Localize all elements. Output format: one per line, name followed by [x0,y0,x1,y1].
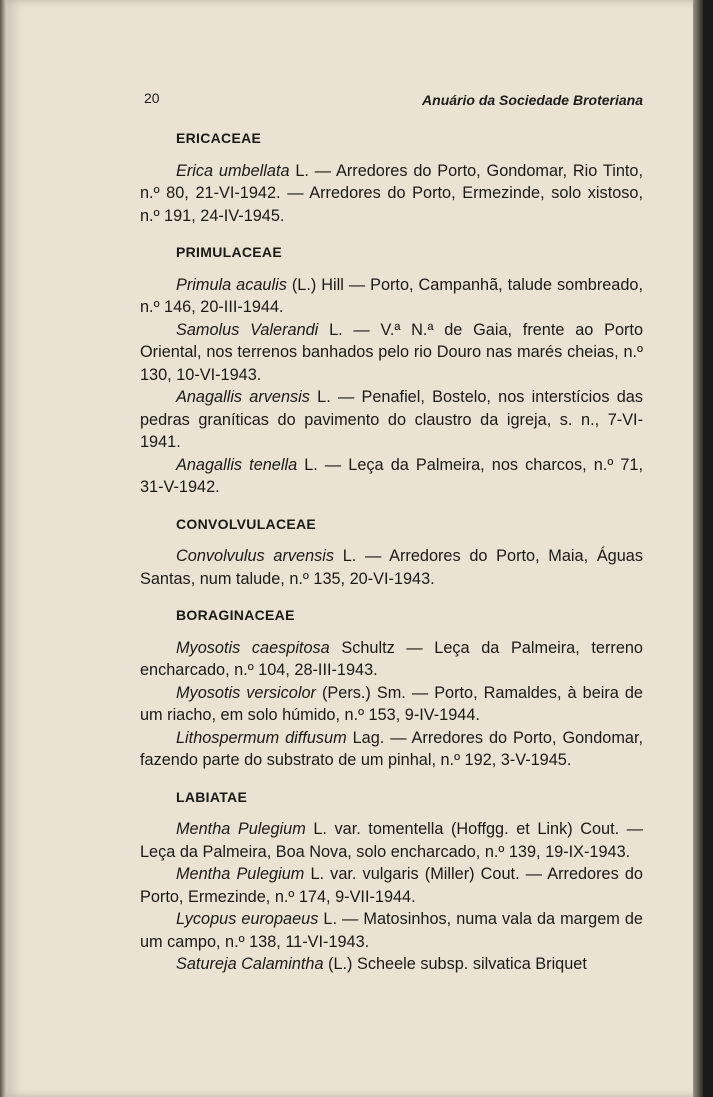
species-name: Samolus Valerandi [176,320,319,339]
species-entry [140,545,643,590]
entry-text: Schultz — Leça da Palmeira, terreno encharcado, n.º 104, 28-III-1943. [140,638,643,679]
species-entry [140,908,643,953]
species-entry [140,386,643,454]
species-entry [140,863,643,908]
entry-text: L. var. tomentella (Hoffgg. et Link) Cout. — Leça da Palmeira, Boa Nova, solo encharcado, n.º 139, 19-IX-1943. [140,820,643,861]
species-name: Mentha Pulegium [176,820,306,838]
species-entry [140,274,643,319]
family-heading: LABIATAE [176,788,248,805]
species-name: Myosotis caespitosa [176,638,330,657]
entry-text: L. — Arredores do Porto, Maia, Águas Santas, num talude, n.º 135, 20-VI-1943. [140,547,643,588]
species-entry [140,953,643,976]
entry-text: (L.) Hill — Porto, Campanhã, talude sombreado, n.º 146, 20-III-1944. [140,275,643,316]
family-heading: ERICACEAE [176,130,262,146]
species-entry [140,682,643,727]
species-entry [140,319,643,387]
family-heading: PRIMULACEAE [176,244,282,260]
entry-text: L. — Leça da Palmeira, nos charcos, n.º 71, 31-V-1942. [140,455,643,496]
entry-text: L. — Penafiel, Bostelo, nos interstícios das pedras graníticas do pavimento do claustro da igreja, s. n., 7-VI-1941. [140,388,643,451]
species-name: Convolvulus arvensis [176,547,335,565]
species-name: Anagallis tenella [176,455,298,474]
species-name: Erica umbellata [176,161,290,180]
species-name: Satureja Calamintha [176,955,324,973]
species-name: Mentha Pulegium [176,865,305,883]
species-name: Lycopus europaeus [176,910,319,928]
species-name: Anagallis arvensis [176,388,310,406]
species-entry [140,454,643,499]
entry-text: (Pers.) Sm. — Porto, Ramaldes, à beira de um riacho, em solo húmido, n.º 153, 9-IV-1944. [140,683,643,724]
family-heading: CONVOLVULACEAE [176,515,317,532]
entry-text: L. — Matosinhos, numa vala da margem de um campo, n.º 138, 11-VI-1943. [140,910,643,951]
species-entry [140,160,643,228]
entry-text: Lag. — Arredores do Porto, Gondomar, fazendo parte do substrato de um pinhal, n.º 192, 3-V-1945. [140,728,643,769]
entry-text: L. — V.ª N.ª de Gaia, frente ao Porto Oriental, nos terrenos banhados pelo rio Douro nas marés cheias, n.º 130, 10-VI-1943. [140,320,643,384]
entry-text: L. var. vulgaris (Miller) Cout. — Arredores do Porto, Ermezinde, n.º 174, 9-VII-1944. [140,865,643,906]
entry-text: L. — Arredores do Porto, Gondomar, Rio Tinto, n.º 80, 21-VI-1942. — Arredores do Porto, Ermezinde, solo xistoso, n.º 191, 24-IV-1945. [140,161,643,225]
page-number: 20 [144,90,160,106]
page-content [140,127,643,976]
species-name: Myosotis versicolor [176,683,316,702]
family-heading: BORAGINACEAE [176,607,295,623]
entry-text: (L.) Scheele subsp. silvatica Briquet [323,955,587,973]
species-entry [140,637,643,682]
running-head: Anuário da Sociedade Broteriana [422,92,643,108]
page-edge [693,0,703,1097]
species-entry [140,818,643,863]
species-entry [140,727,643,772]
species-name: Lithospermum diffusum [176,728,347,747]
species-name: Primula acaulis [176,275,287,294]
